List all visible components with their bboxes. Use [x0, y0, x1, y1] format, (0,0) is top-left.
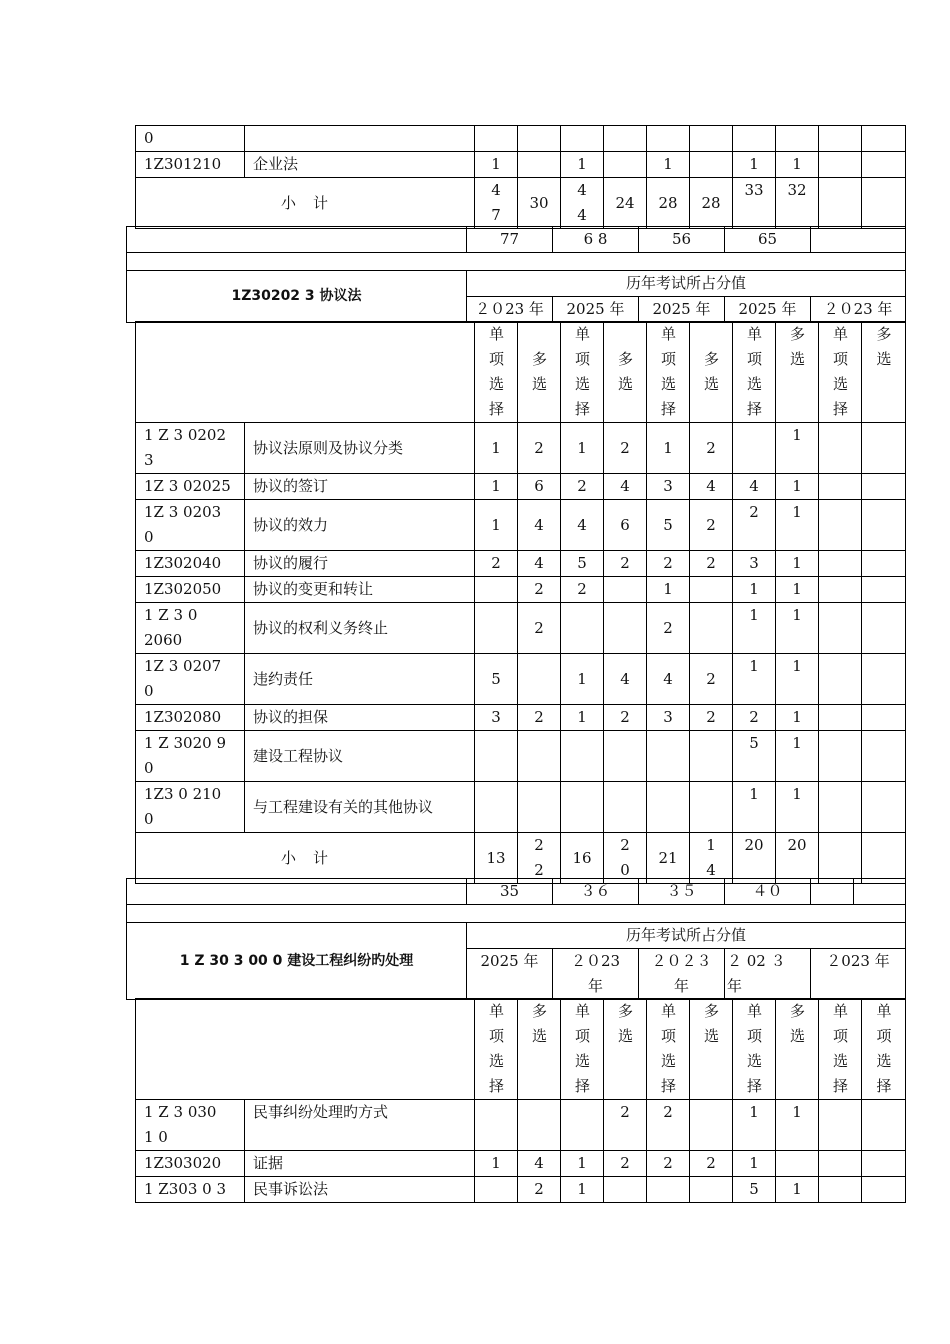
cell-value	[819, 500, 862, 551]
cell-value	[862, 152, 906, 178]
item-code: 0	[136, 126, 245, 152]
cell-value: 1	[733, 1100, 776, 1151]
year-label: 2025 年	[639, 297, 725, 323]
total-value: 77	[467, 227, 553, 253]
totals-row-2	[126, 878, 906, 923]
table-row	[136, 152, 906, 178]
item-code: 1 Z303 0 3	[136, 1177, 245, 1203]
col-multi: 多选	[790, 1002, 806, 1045]
col-multi: 多选	[532, 1002, 548, 1045]
cell-value: 1	[733, 603, 776, 654]
cell-value	[561, 1100, 604, 1151]
subtotal-label: 小 计	[136, 178, 475, 229]
cell-value	[819, 1177, 862, 1203]
cell-value	[604, 1177, 647, 1203]
year-label: ２０23 年	[467, 297, 553, 323]
col-single: 单项选择	[661, 1002, 677, 1095]
cell-value	[690, 782, 733, 833]
cell-value	[862, 705, 906, 731]
cell-value: 2	[647, 1100, 690, 1151]
cell-value: 1	[733, 782, 776, 833]
cell-value	[561, 782, 604, 833]
item-name: 违约责任	[245, 654, 475, 705]
cell-value: 4	[518, 551, 561, 577]
cell-value: 2	[604, 1151, 647, 1177]
cell-value: 4	[518, 1151, 561, 1177]
cell-value	[862, 423, 906, 474]
item-code: 1Z303020	[136, 1151, 245, 1177]
cell-value: 1	[733, 152, 776, 178]
section-title: 1 Z 30 3 00 0 建设工程纠纷旳处理	[127, 923, 467, 1000]
cell-value	[819, 1151, 862, 1177]
table-row	[136, 551, 906, 577]
cell-value: 1	[776, 423, 819, 474]
col-multi: 多选	[790, 325, 806, 368]
item-code: 1 Z 3 0202 3	[136, 423, 245, 474]
cell-value	[862, 603, 906, 654]
col-single: 单项选择	[876, 1002, 892, 1095]
cell-value: 4	[604, 474, 647, 500]
col-multi: 多选	[704, 350, 720, 393]
cell-value-text: 2 0	[620, 836, 630, 879]
cell-value: 3	[647, 705, 690, 731]
cell-value: 4	[518, 500, 561, 551]
cell-value	[604, 782, 647, 833]
cell-value: 4	[604, 654, 647, 705]
cell-value	[862, 500, 906, 551]
section3-header	[126, 922, 906, 1000]
cell-value	[819, 603, 862, 654]
cell-value	[690, 833, 733, 884]
cell-value	[690, 603, 733, 654]
cell-value: 2	[518, 577, 561, 603]
cell-value: 1	[647, 423, 690, 474]
cell-value	[604, 731, 647, 782]
column-header-row	[136, 322, 906, 423]
cell-value	[862, 1151, 906, 1177]
section2-header	[126, 270, 906, 323]
cell-value: 3	[647, 474, 690, 500]
cell-value: 1	[776, 1177, 819, 1203]
cell-value	[862, 1177, 906, 1203]
cell-value: 1	[776, 731, 819, 782]
cell-value	[518, 1100, 561, 1151]
item-code: 1 Z 3020 9 0	[136, 731, 245, 782]
totals-row-1	[126, 226, 906, 271]
item-name: 协议的签订	[245, 474, 475, 500]
col-single: 单项选择	[661, 325, 677, 418]
cell-value: 6	[518, 474, 561, 500]
top-block	[135, 125, 906, 229]
subtotal-row	[136, 178, 906, 229]
table-row	[136, 654, 906, 705]
cell-value	[561, 731, 604, 782]
col-single: 单项选择	[833, 325, 849, 418]
cell-value: 1	[561, 1151, 604, 1177]
cell-value: 20	[733, 833, 776, 884]
subtotal-row	[136, 833, 906, 884]
total-value	[811, 227, 906, 253]
cell-value: 2	[518, 1177, 561, 1203]
item-name: 民事纠纷处理旳方式	[245, 1100, 475, 1151]
cell-value: 2	[518, 423, 561, 474]
cell-value	[862, 833, 906, 884]
cell-value	[647, 1177, 690, 1203]
cell-value	[819, 551, 862, 577]
cell-value	[518, 152, 561, 178]
total-value: ３６	[553, 879, 639, 905]
col-single: 单项选择	[489, 325, 505, 418]
cell-value: 2	[518, 603, 561, 654]
cell-value: 2	[604, 705, 647, 731]
cell-value	[862, 178, 906, 229]
cell-value: 1	[475, 152, 518, 178]
cell-value: 2	[647, 603, 690, 654]
cell-value: 6	[604, 500, 647, 551]
cell-value-text: 1 4	[706, 836, 716, 879]
cell-value: 2	[604, 423, 647, 474]
cell-value	[475, 782, 518, 833]
cell-value: 2	[561, 474, 604, 500]
year-label: 2025 年	[553, 297, 639, 323]
table-row	[136, 500, 906, 551]
total-value: 56	[639, 227, 725, 253]
total-value	[811, 879, 854, 905]
total-value: ３５	[639, 879, 725, 905]
cell-value	[819, 731, 862, 782]
cell-value: 1	[776, 500, 819, 551]
cell-value	[475, 577, 518, 603]
col-single: 单项选择	[747, 325, 763, 418]
cell-value	[819, 654, 862, 705]
item-name: 企业法	[245, 152, 475, 178]
cell-value: 1	[776, 1100, 819, 1151]
total-value: 35	[467, 879, 553, 905]
col-single: 单项选择	[489, 1002, 505, 1095]
cell-value	[819, 782, 862, 833]
cell-value	[819, 1100, 862, 1151]
item-name: 与工程建设有关的其他协议	[245, 782, 475, 833]
cell-value	[518, 654, 561, 705]
section2-body	[135, 321, 906, 884]
cell-value: 2	[733, 500, 776, 551]
cell-value	[604, 152, 647, 178]
cell-value: 2	[690, 705, 733, 731]
cell-value	[475, 603, 518, 654]
item-code: 1Z302040	[136, 551, 245, 577]
cell-value	[819, 152, 862, 178]
cell-value	[604, 577, 647, 603]
cell-value: 1	[733, 577, 776, 603]
cell-value	[819, 178, 862, 229]
cell-value: 1	[647, 577, 690, 603]
score-header: 历年考试所占分值	[467, 923, 906, 949]
table-row	[136, 577, 906, 603]
cell-value: 2	[647, 551, 690, 577]
cell-value	[819, 833, 862, 884]
table-row	[136, 1177, 906, 1203]
col-single: 单项选择	[575, 1002, 591, 1095]
cell-value	[518, 833, 561, 884]
cell-value: 1	[475, 423, 518, 474]
cell-value: 1	[475, 474, 518, 500]
cell-value: 5	[647, 500, 690, 551]
cell-value: 13	[475, 833, 518, 884]
cell-value: 1	[733, 654, 776, 705]
cell-value	[862, 654, 906, 705]
cell-value: 2	[561, 577, 604, 603]
cell-value: 1	[776, 782, 819, 833]
year-label: ２023 年	[811, 949, 906, 1000]
cell-value	[690, 731, 733, 782]
table-row	[136, 1100, 906, 1151]
table-row	[136, 474, 906, 500]
cell-value: 1	[561, 152, 604, 178]
item-code: 1Z3 0 210 0	[136, 782, 245, 833]
table-row	[136, 705, 906, 731]
cell-value: 4	[733, 474, 776, 500]
cell-value	[862, 551, 906, 577]
item-code: 1 Z 3 0 2060	[136, 603, 245, 654]
cell-value	[604, 603, 647, 654]
cell-value: 1	[561, 654, 604, 705]
total-value: 6 8	[553, 227, 639, 253]
cell-value: 3	[733, 551, 776, 577]
cell-value: 21	[647, 833, 690, 884]
cell-value	[819, 577, 862, 603]
item-name: 协议的担保	[245, 705, 475, 731]
year-label: ２０23 年	[811, 297, 906, 323]
cell-value: 4	[561, 500, 604, 551]
item-name: 协议的权利义务终止	[245, 603, 475, 654]
cell-value	[862, 577, 906, 603]
cell-value	[518, 782, 561, 833]
cell-value: 1	[733, 1151, 776, 1177]
cell-value	[733, 423, 776, 474]
cell-value: 20	[776, 833, 819, 884]
cell-value: 4	[690, 474, 733, 500]
cell-value: 4	[647, 654, 690, 705]
cell-value: 2	[690, 423, 733, 474]
item-code: 1Z 3 02025	[136, 474, 245, 500]
cell-value: 32	[776, 178, 819, 229]
cell-value: 28	[647, 178, 690, 229]
cell-value: 5	[733, 731, 776, 782]
cell-value: 2	[690, 551, 733, 577]
cell-value	[690, 1177, 733, 1203]
cell-value	[862, 731, 906, 782]
table-row	[136, 423, 906, 474]
col-multi: 多选	[532, 350, 548, 393]
cell-value	[475, 1177, 518, 1203]
year-label: ２０２３ 年	[639, 949, 725, 1000]
year-label: 2025 年	[725, 297, 811, 323]
item-name: 协议法原则及协议分类	[245, 423, 475, 474]
cell-value	[475, 1100, 518, 1151]
cell-value: 2	[690, 500, 733, 551]
year-label: ２ 02 ３ 年	[725, 949, 811, 1000]
cell-value: 1	[776, 577, 819, 603]
subtotal-label: 小 计	[136, 833, 475, 884]
cell-value: 4 7	[491, 181, 501, 224]
table-row	[136, 731, 906, 782]
cell-value: 5	[733, 1177, 776, 1203]
cell-value: 1	[561, 705, 604, 731]
cell-value	[561, 603, 604, 654]
cell-value: 2	[604, 1100, 647, 1151]
cell-value: 1	[561, 423, 604, 474]
cell-value	[819, 423, 862, 474]
cell-value	[862, 782, 906, 833]
total-value	[854, 879, 906, 905]
table-row	[136, 1151, 906, 1177]
cell-value: 1	[475, 500, 518, 551]
cell-value: 5	[561, 551, 604, 577]
cell-value: 33	[733, 178, 776, 229]
cell-value	[647, 782, 690, 833]
item-code: 1Z301210	[136, 152, 245, 178]
cell-value: 2	[733, 705, 776, 731]
cell-value	[690, 577, 733, 603]
total-value: ４０	[725, 879, 811, 905]
cell-value: 2	[647, 1151, 690, 1177]
table-row	[136, 603, 906, 654]
col-multi: 多选	[618, 1002, 634, 1045]
cell-value: 1	[475, 1151, 518, 1177]
item-code: 1Z302050	[136, 577, 245, 603]
section-title: 1Z30202 3 协议法	[127, 271, 467, 323]
cell-value: 30	[518, 178, 561, 229]
item-code: 1Z 3 0203 0	[136, 500, 245, 551]
cell-value: 2	[518, 705, 561, 731]
item-name: 协议的履行	[245, 551, 475, 577]
cell-value: 1	[776, 705, 819, 731]
year-label: ２０23 年	[553, 949, 639, 1000]
cell-value	[604, 833, 647, 884]
cell-value: 24	[604, 178, 647, 229]
cell-value: 1	[776, 603, 819, 654]
cell-value: 1	[776, 474, 819, 500]
column-header-row	[136, 999, 906, 1100]
item-name: 协议的变更和转让	[245, 577, 475, 603]
total-value: 65	[725, 227, 811, 253]
col-single: 单项选择	[575, 325, 591, 418]
cell-value: 3	[475, 705, 518, 731]
col-multi: 多选	[618, 350, 634, 393]
cell-value: 2	[604, 551, 647, 577]
cell-value	[518, 731, 561, 782]
cell-value: 16	[561, 833, 604, 884]
item-code: 1 Z 3 030 1 0	[136, 1100, 245, 1151]
col-single: 单项选择	[833, 1002, 849, 1095]
section3-body	[135, 998, 906, 1203]
table-row	[136, 126, 906, 152]
item-code: 1Z302080	[136, 705, 245, 731]
item-name: 证据	[245, 1151, 475, 1177]
cell-value: 1	[647, 152, 690, 178]
col-multi: 多选	[704, 1002, 720, 1045]
cell-value: 28	[690, 178, 733, 229]
col-single: 单项选择	[747, 1002, 763, 1095]
cell-value: 5	[475, 654, 518, 705]
cell-value	[819, 705, 862, 731]
cell-value: 2	[690, 654, 733, 705]
cell-value	[776, 1151, 819, 1177]
item-name: 民事诉讼法	[245, 1177, 475, 1203]
score-header: 历年考试所占分值	[467, 271, 906, 297]
year-label: 2025 年	[467, 949, 553, 1000]
col-multi: 多选	[876, 325, 892, 368]
item-code: 1Z 3 0207 0	[136, 654, 245, 705]
cell-value: 2	[475, 551, 518, 577]
item-name: 建设工程协议	[245, 731, 475, 782]
cell-value: 2	[690, 1151, 733, 1177]
cell-value	[819, 474, 862, 500]
cell-value: 1	[776, 152, 819, 178]
cell-value	[862, 1100, 906, 1151]
cell-value	[690, 1100, 733, 1151]
cell-value	[647, 731, 690, 782]
table-row	[136, 782, 906, 833]
cell-value	[862, 474, 906, 500]
cell-value: 1	[561, 1177, 604, 1203]
cell-value	[690, 152, 733, 178]
cell-value: 1	[776, 654, 819, 705]
item-name: 协议的效力	[245, 500, 475, 551]
cell-value	[475, 731, 518, 782]
cell-value: 4 4	[577, 181, 587, 224]
cell-value: 1	[776, 551, 819, 577]
cell-value-text: 2 2	[534, 836, 544, 879]
